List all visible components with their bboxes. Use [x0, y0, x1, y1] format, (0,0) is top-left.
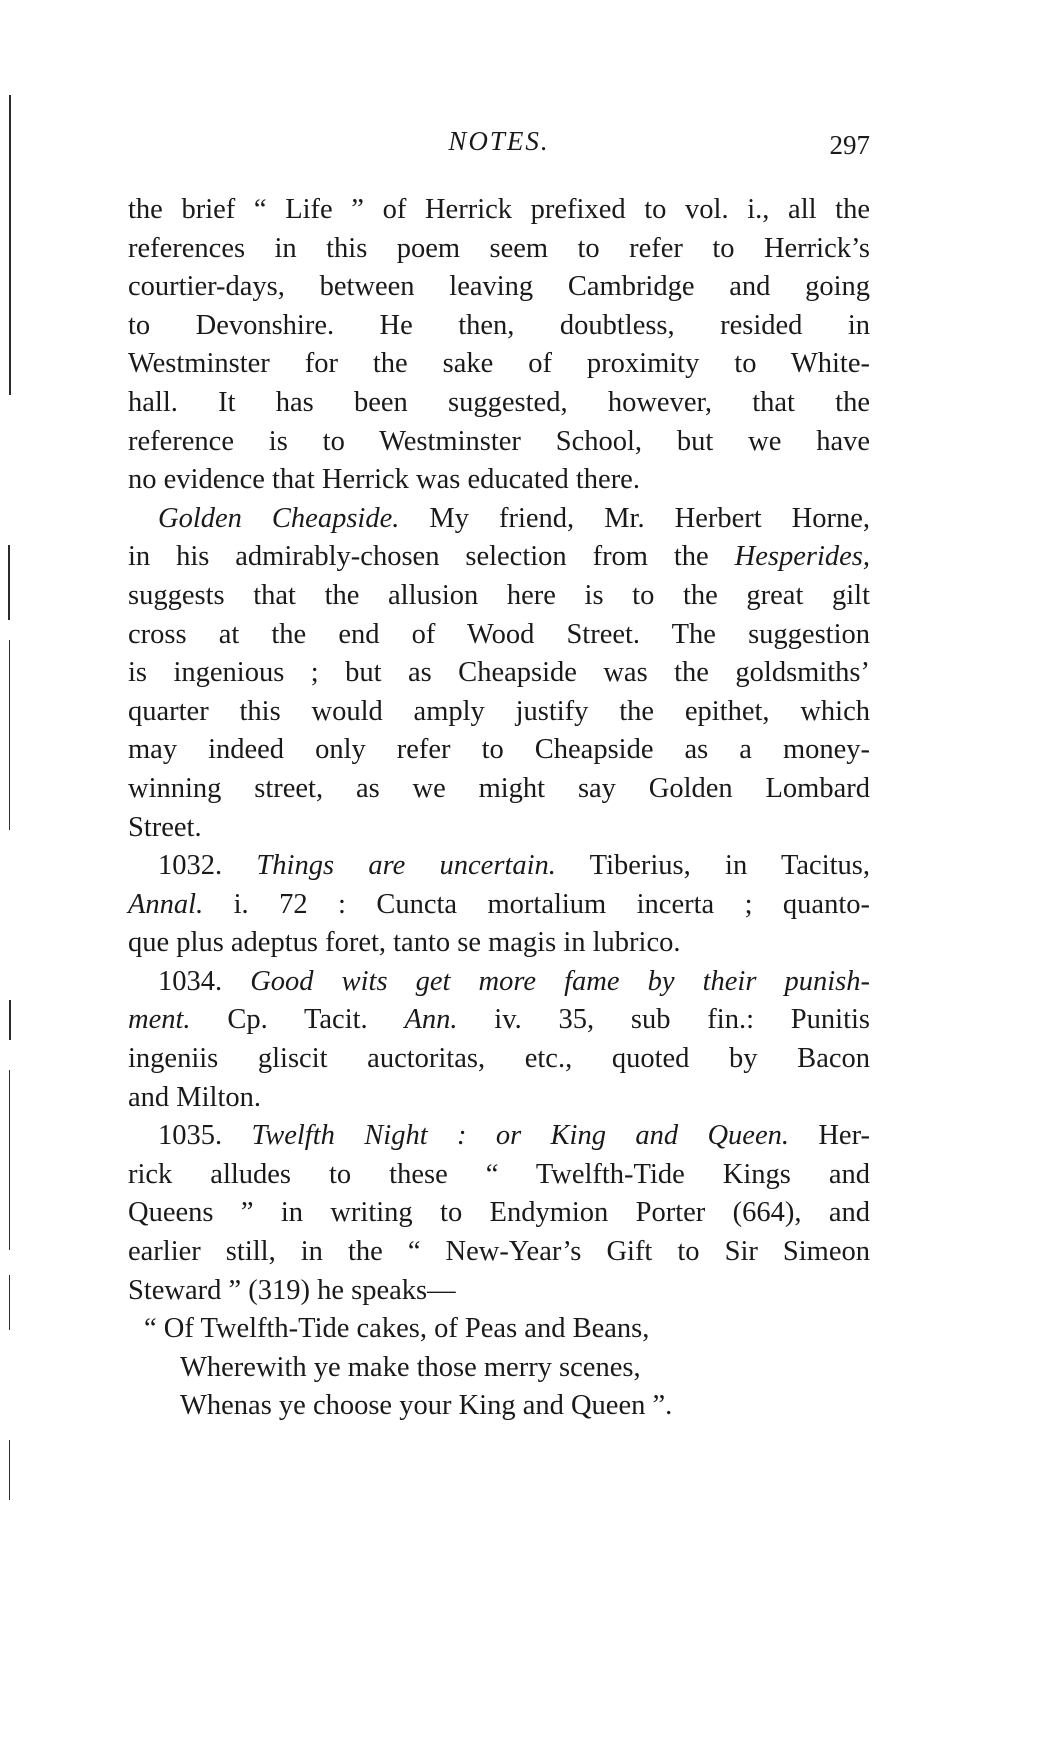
text-line: winning street, as we might say Golden Lombard [128, 772, 870, 804]
text-line: suggests that the allusion here is to the great gilt [128, 579, 870, 611]
note-number: 1035. [158, 1120, 252, 1152]
note-1032 [128, 847, 870, 963]
binding-edge-shadow [6, 0, 16, 1762]
text-line: ingeniis gliscit auctoritas, etc., quoted by Bacon [128, 1043, 870, 1075]
text-line: que plus adeptus foret, tanto se magis in lubrico. [128, 927, 681, 959]
verse-line: Whenas ye choose your King and Queen ”. [180, 1390, 673, 1422]
note-heading: Golden Cheapside. [158, 502, 400, 534]
text-line: no evidence that Herrick was educated there. [128, 464, 640, 496]
note-heading: Things are uncertain. [256, 850, 556, 882]
text-line: references in this poem seem to refer to Herrick’s [128, 232, 870, 264]
text-line: 1035. Twelfth Night : or King and Queen. Her- [158, 1120, 870, 1152]
running-title: NOTES. [448, 126, 550, 156]
paragraph-westminster [128, 191, 870, 500]
text-line: Westminster for the sake of proximity to White- [128, 348, 870, 380]
verse-line: Wherewith ye make those merry scenes, [180, 1351, 641, 1383]
text-line: may indeed only refer to Cheapside as a money- [128, 734, 870, 766]
text-line: rick alludes to these “ Twelfth-Tide Kings and [128, 1158, 870, 1190]
text-line: the brief “ Life ” of Herrick prefixed to vol. i., all the [128, 194, 870, 225]
note-number: 1034. [158, 965, 251, 997]
text-line: reference is to Westminster School, but we have [128, 425, 870, 457]
text-line: Golden Cheapside. My friend, Mr. Herbert Horne, [158, 502, 871, 534]
note-1034 [128, 963, 870, 1117]
note-heading: Twelfth Night : or King and Queen. [251, 1120, 789, 1152]
text-line: quarter this would amply justify the epithet, which [128, 695, 870, 727]
text-line: and Milton. [128, 1081, 261, 1113]
text-line: Street. [128, 811, 202, 843]
text-line: courtier-days, between leaving Cambridge and going [128, 271, 870, 303]
text-line: 1032. Things are uncertain. Tiberius, in Tacitus, [158, 850, 871, 882]
text-line: to Devonshire. He then, doubtless, resided in [128, 309, 870, 341]
notes-text [128, 191, 870, 1426]
text-line: Queens ” in writing to Endymion Porter (664), and [128, 1197, 870, 1229]
text-line: in his admirably-chosen selection from the Hesperides, [128, 541, 870, 573]
verse-quotation [128, 1310, 870, 1426]
verse-line: “ Of Twelfth-Tide cakes, of Peas and Beans, [144, 1313, 650, 1345]
note-number: 1032. [158, 850, 257, 882]
text-line: Annal. i. 72 : Cuncta mortalium incerta ; quanto- [128, 888, 870, 920]
page-header [128, 126, 870, 166]
page-number: 297 [829, 130, 870, 160]
text-line: Steward ” (319) he speaks— [128, 1274, 456, 1306]
book-title: Hesperides, [734, 541, 870, 573]
text-line [128, 963, 870, 1002]
note-heading: Good wits get more fame by their punish- [250, 965, 871, 997]
text-line: earlier still, in the “ New-Year’s Gift to Sir Simeon [128, 1236, 870, 1268]
text-line: ment. Cp. Tacit. Ann. iv. 35, sub fin.: Punitis [128, 1004, 870, 1036]
note-1035 [128, 1117, 870, 1310]
note-golden-cheapside [128, 500, 870, 847]
text-line: is ingenious ; but as Cheapside was the goldsmiths’ [128, 657, 870, 689]
text-line: cross at the end of Wood Street. The suggestion [128, 618, 870, 650]
text-line: hall. It has been suggested, however, that the [128, 386, 870, 418]
